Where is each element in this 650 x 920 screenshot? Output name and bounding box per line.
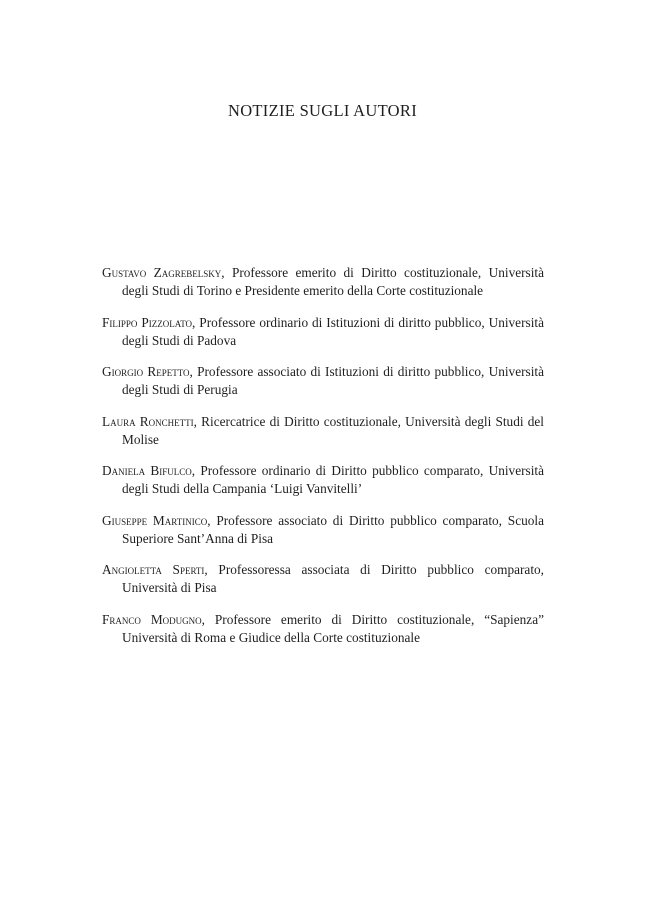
author-description: , Professore emerito di Diritto costituzionale, Università degli Studi di Torino e Presidente emerito della Corte costituzionale: [122, 265, 545, 298]
author-description: , Professoressa associata di Diritto pubblico comparato, Università di Pisa: [122, 562, 545, 595]
author-entry: [102, 264, 544, 300]
author-name: Giuseppe Martinico: [102, 512, 208, 528]
author-name: Laura Ronchetti: [102, 413, 194, 429]
author-name: Daniela Bifulco: [102, 463, 192, 478]
author-description: , Professore associato di Diritto pubblico comparato, Scuola Superiore Sant’Anna di Pisa: [122, 512, 544, 546]
author-list: [102, 264, 544, 660]
author-name: Gustavo Zagrebelsky: [102, 265, 222, 280]
author-name: Filippo Pizzolato: [102, 314, 193, 330]
page-title: NOTIZIE SUGLI AUTORI: [227, 101, 417, 120]
author-name: Giorgio Repetto: [102, 364, 190, 379]
author-entry: [102, 611, 544, 647]
author-description: , Ricercatrice di Diritto costituzionale, Università degli Studi del Molise: [122, 413, 544, 447]
author-name: Franco Modugno: [102, 611, 202, 627]
author-entry: [102, 363, 544, 399]
author-entry: [102, 314, 544, 350]
author-entry: [102, 413, 544, 449]
author-description: , Professore emerito di Diritto costituzionale, “Sapienza” Università di Roma e Giudice della Corte costituzionale: [122, 611, 544, 645]
author-entry: [102, 512, 544, 548]
author-entry: [102, 462, 544, 498]
author-name: Angioletta Sperti: [102, 562, 205, 577]
author-description: , Professore ordinario di Diritto pubblico comparato, Università degli Studi della Campania ‘Luigi Vanvitelli’: [122, 463, 545, 496]
author-entry: [102, 561, 544, 597]
author-description: , Professore ordinario di Istituzioni di diritto pubblico, Università degli Studi di Padova: [122, 314, 544, 348]
author-description: , Professore associato di Istituzioni di diritto pubblico, Università degli Studi di Perugia: [122, 364, 544, 397]
